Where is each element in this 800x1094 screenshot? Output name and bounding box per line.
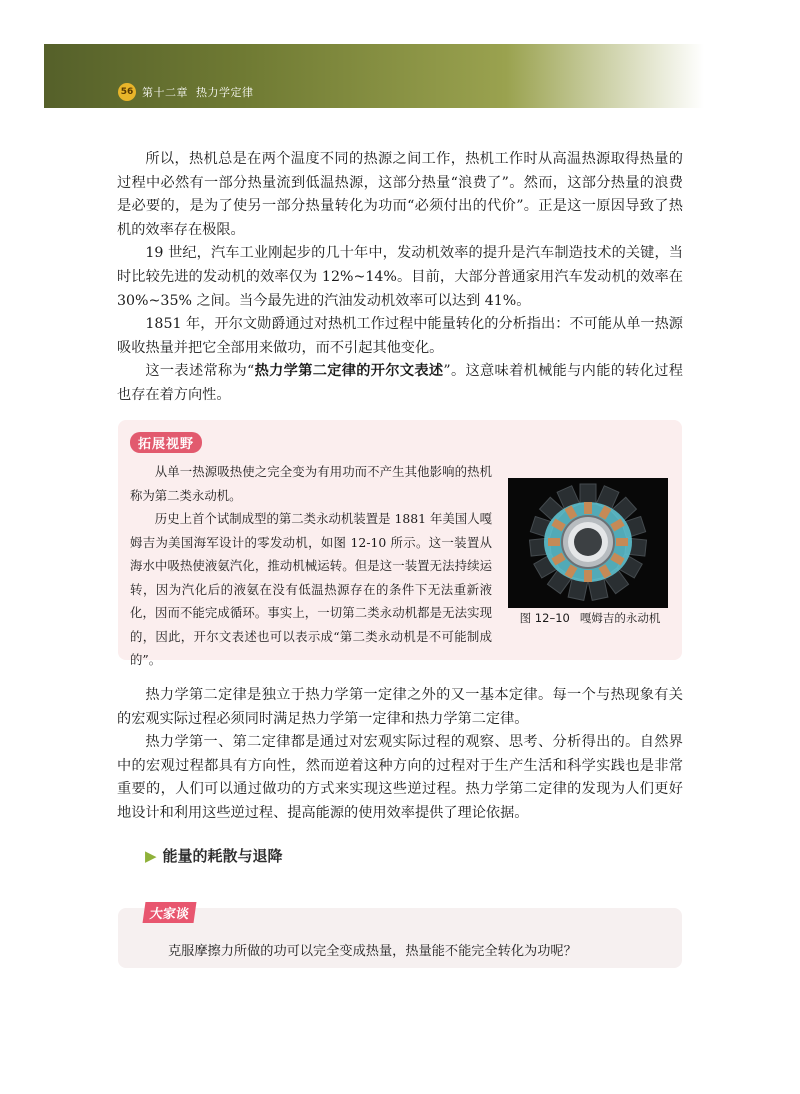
paragraph: 历史上首个试制成型的第二类永动机装置是 1881 年美国人嘎姆吉为美国海军设计的零发动机，如图 12-10 所示。这一装置从海水中吸热使液氨汽化，推动机械运转。但是这一装置无法持续运转，因为汽化后的液氨在没有低温热源存在的条件下无法重新液化，因而不能完成循环。事实上，一切第二类永动机都是无法实现的，因此，开尔文表述也可以表示成“第二类永动机是不可能制成的”。 bbox=[130, 511, 492, 667]
paragraph: 19 世纪，汽车工业刚起步的几十年中，发动机效率的提升是汽车制造技术的关键，当时比较先进的发动机的效率仅为 12%~14%。目前，大部分普通家用汽车发动机的效率在 30%~35% 之间。当今最先进的汽油发动机效率可以达到 41%。 bbox=[117, 245, 683, 309]
figure-title: 嘎姆吉的永动机 bbox=[579, 611, 661, 625]
paragraph-kelvin-statement bbox=[117, 360, 683, 407]
chapter-heading bbox=[142, 84, 254, 100]
figure-number: 图 12–10 bbox=[519, 611, 570, 625]
triangle-right-icon: ▶ bbox=[145, 847, 157, 865]
extension-box-text bbox=[130, 460, 492, 672]
paragraph: 热力学第二定律是独立于热力学第一定律之外的又一基本定律。每一个与热现象有关的宏观实际过程必须同时满足热力学第一定律和热力学第二定律。 bbox=[117, 687, 683, 727]
text-run: ”。这意味着机械能与内能的转化过程也存在着方向性。 bbox=[117, 363, 683, 403]
text-run: 这一表述常称为“ bbox=[145, 363, 255, 380]
paragraph: 热力学第一、第二定律都是通过对宏观实际过程的观察、思考、分析得出的。自然界中的宏观过程都具有方向性，然而逆着这种方向的过程对于生产生活和科学实践也是非常重要的，人们可以通过做功的方式来实现这些逆过程。热力学第二定律的发现为人们更好地设计和利用这些逆过程、提高能源的使用效率提供了理论依据。 bbox=[117, 734, 683, 821]
discussion-tag: 大家谈 bbox=[143, 902, 197, 923]
discussion-box bbox=[118, 908, 682, 968]
figure-caption bbox=[508, 610, 672, 626]
paragraph: 所以，热机总是在两个温度不同的热源之间工作，热机工作时从高温热源取得热量的过程中必然有一部分热量流到低温热源，这部分热量“浪费了”。然而，这部分热量的浪费是必要的，是为了使另一部分热量转化为功而“必须付出的代价”。正是这一原因导致了热机的效率存在极限。 bbox=[117, 151, 683, 238]
section-heading bbox=[145, 845, 283, 866]
extension-box bbox=[118, 420, 682, 667]
paragraph: 从单一热源吸热使之完全变为有用功而不产生其他影响的热机称为第二类永动机。 bbox=[130, 464, 492, 503]
extension-box-title: 拓展视野 bbox=[130, 432, 202, 453]
chapter-number: 第十二章 bbox=[142, 86, 188, 99]
chapter-title: 热力学定律 bbox=[196, 86, 254, 99]
page-number: 56 bbox=[118, 83, 136, 101]
discussion-question: 克服摩擦力所做的功可以完全变成热量，热量能不能完全转化为功呢？ bbox=[168, 944, 577, 959]
body-text-bottom bbox=[117, 684, 683, 826]
perpetual-motion-machine-figure bbox=[508, 478, 668, 608]
paragraph: 1851 年，开尔文勋爵通过对热机工作过程中能量转化的分析指出：不可能从单一热源吸收热量并把它全部用来做功，而不引起其他变化。 bbox=[117, 316, 683, 356]
section-title: 能量的耗散与退降 bbox=[162, 847, 283, 865]
machine-illustration bbox=[508, 478, 668, 608]
kelvin-statement-term: 热力学第二定律的开尔文表述 bbox=[254, 363, 444, 380]
body-text-top bbox=[117, 148, 683, 408]
